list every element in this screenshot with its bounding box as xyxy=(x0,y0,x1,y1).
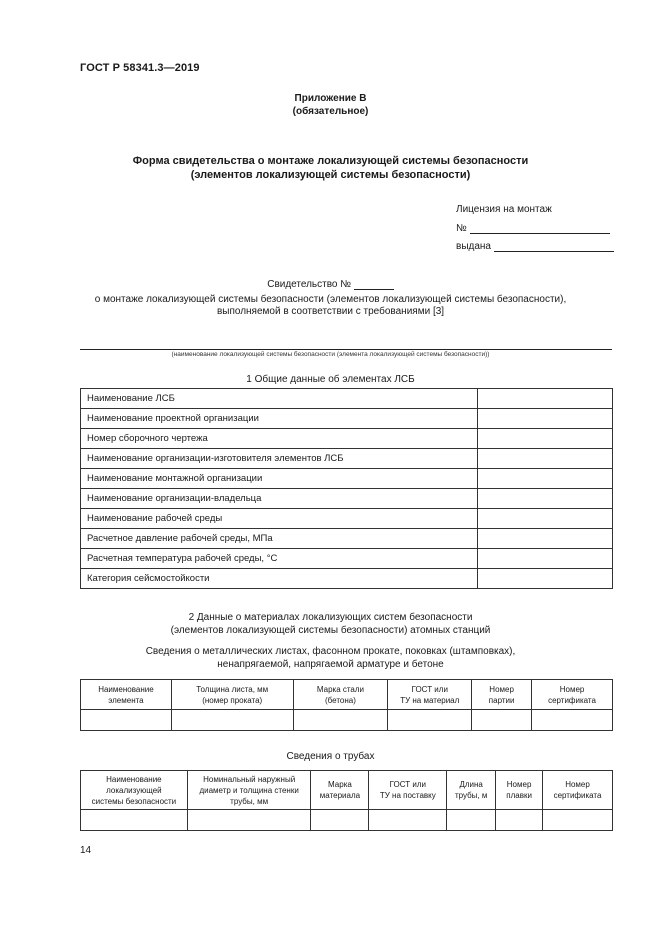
general-data-row xyxy=(81,429,613,449)
pipes-table xyxy=(80,770,613,831)
metals-header-line: сертификата xyxy=(548,695,596,705)
metals-header-line: партии xyxy=(488,695,515,705)
metals-header-line: Наименование xyxy=(98,684,154,694)
metals-header-cell xyxy=(293,680,388,710)
metals-header-line: Номер xyxy=(559,684,585,694)
general-data-label: Наименование рабочей среды xyxy=(81,509,478,529)
pipes-empty-cell xyxy=(496,810,543,831)
license-label: Лицензия на монтаж xyxy=(456,204,552,215)
pipes-empty-cell xyxy=(447,810,496,831)
pipes-header-cell xyxy=(311,771,369,810)
metals-header-cell xyxy=(532,680,613,710)
general-data-value-cell xyxy=(478,409,613,429)
pipes-header-line: трубы, м xyxy=(454,791,488,800)
pipes-header-line: Длина xyxy=(459,780,483,789)
metals-header-cell xyxy=(472,680,532,710)
certificate-subject xyxy=(0,294,661,318)
license-number-row xyxy=(456,222,610,234)
general-data-value-cell xyxy=(478,569,613,589)
pipes-header-line: материала xyxy=(319,791,361,800)
license-issued-blank xyxy=(494,240,614,252)
pipes-header-cell xyxy=(496,771,543,810)
general-data-row xyxy=(81,449,613,469)
pipes-header-cell xyxy=(447,771,496,810)
page-number: 14 xyxy=(80,845,92,856)
license-issued-label: выдана xyxy=(456,241,491,252)
certificate-name-hint: (наименование локализующей системы безопасности (элемента локализующей системы безопасности)) xyxy=(171,351,490,358)
general-data-label: Наименование организации-владельца xyxy=(81,489,478,509)
general-data-value-cell xyxy=(478,469,613,489)
pipes-header-line: диаметр и толщина стенки xyxy=(199,785,299,795)
pipes-header-line: ГОСТ или xyxy=(389,780,426,789)
section2-title-line1: 2 Данные о материалах локализующих систем безопасности xyxy=(188,612,473,623)
metals-subheading-line2: ненапрягаемой, напрягаемой арматуре и бетоне xyxy=(217,659,444,670)
metals-header-line: Толщина листа, мм xyxy=(196,684,269,694)
section2-title-line2: (элементов локализующей системы безопасности) атомных станций xyxy=(170,625,491,636)
metals-header-line: (номер проката) xyxy=(202,695,263,705)
license-issued-row xyxy=(456,240,614,252)
pipes-empty-cell xyxy=(543,810,613,831)
section2-title xyxy=(0,611,661,637)
metals-empty-cell xyxy=(472,710,532,731)
pipes-empty-cell xyxy=(81,810,188,831)
form-title-line2: (элементов локализующей системы безопасности) xyxy=(190,169,471,181)
metals-table xyxy=(80,679,613,731)
general-data-value-cell xyxy=(478,549,613,569)
pipes-header-line: Наименование xyxy=(106,774,162,784)
appendix-title: Приложение В xyxy=(294,93,367,104)
pipes-header-line: локализующей xyxy=(106,785,162,795)
metals-empty-cell xyxy=(388,710,472,731)
general-data-row xyxy=(81,469,613,489)
certificate-line1: о монтаже локализующей системы безопасности (элементов локализующей системы безопасности), xyxy=(94,294,567,305)
general-data-row xyxy=(81,529,613,549)
appendix-status: (обязательное) xyxy=(292,106,369,117)
general-data-label: Наименование проектной организации xyxy=(81,409,478,429)
pipes-empty-cell xyxy=(369,810,447,831)
general-data-row xyxy=(81,489,613,509)
general-data-row xyxy=(81,389,613,409)
metals-header-line: ТУ на материал xyxy=(400,695,460,705)
pipes-header-cell xyxy=(81,771,188,810)
certificate-label: Свидетельство № xyxy=(267,279,351,290)
metals-header-line: (бетона) xyxy=(325,695,356,705)
general-data-row xyxy=(81,409,613,429)
appendix-heading xyxy=(0,92,661,118)
general-data-value-cell xyxy=(478,529,613,549)
license-number-label: № xyxy=(456,223,467,234)
general-data-row xyxy=(81,569,613,589)
document-standard-header: ГОСТ Р 58341.3—2019 xyxy=(80,62,200,74)
metals-header-line: Номер xyxy=(489,684,514,694)
general-data-label: Наименование организации-изготовителя элементов ЛСБ xyxy=(81,449,478,469)
general-data-table xyxy=(80,388,613,589)
pipes-empty-cell xyxy=(311,810,369,831)
pipes-header-line: сертификата xyxy=(553,791,602,800)
general-data-value-cell xyxy=(478,449,613,469)
general-data-label: Расчетная температура рабочей среды, °С xyxy=(81,549,478,569)
metals-header-line: элемента xyxy=(108,695,144,705)
certificate-number-row xyxy=(0,278,661,290)
pipes-header-cell xyxy=(369,771,447,810)
pipes-header-line: Марка xyxy=(328,780,352,789)
metals-empty-cell xyxy=(81,710,172,731)
pipes-header-line: трубы, мм xyxy=(230,796,269,806)
form-title-line1: Форма свидетельства о монтаже локализующей системы безопасности xyxy=(132,155,529,167)
general-data-value-cell xyxy=(478,429,613,449)
metals-header-cell xyxy=(171,680,293,710)
metals-subheading-line1: Сведения о металлических листах, фасонном прокате, поковках (штамповках), xyxy=(145,646,516,657)
general-data-label: Расчетное давление рабочей среды, МПа xyxy=(81,529,478,549)
pipes-header-line: системы безопасности xyxy=(91,796,177,806)
metals-header-cell xyxy=(388,680,472,710)
general-data-label: Наименование ЛСБ xyxy=(81,389,478,409)
license-number-blank xyxy=(470,222,610,234)
metals-header-cell xyxy=(81,680,172,710)
metals-empty-cell xyxy=(293,710,388,731)
general-data-label: Номер сборочного чертежа xyxy=(81,429,478,449)
certificate-line2: выполняемой в соответствии с требованиями [3] xyxy=(216,306,445,317)
general-data-row xyxy=(81,549,613,569)
pipes-header-line: Номер xyxy=(506,780,532,789)
general-data-label: Категория сейсмостойкости xyxy=(81,569,478,589)
pipes-header-line: ТУ на поставку xyxy=(379,791,436,800)
metals-header-line: Марка стали xyxy=(316,684,365,694)
pipes-header-cell xyxy=(543,771,613,810)
form-title xyxy=(0,154,661,182)
metals-header-line: ГОСТ или xyxy=(411,684,448,694)
certificate-number-blank xyxy=(354,278,394,290)
pipes-empty-cell xyxy=(187,810,311,831)
section1-title: 1 Общие данные об элементах ЛСБ xyxy=(246,374,415,385)
pipes-header-line: Номинальный наружный xyxy=(203,774,296,784)
metals-empty-cell xyxy=(532,710,613,731)
general-data-value-cell xyxy=(478,489,613,509)
pipes-header-cell xyxy=(187,771,311,810)
certificate-name-line xyxy=(80,349,612,350)
pipes-subheading: Сведения о трубах xyxy=(286,751,375,762)
general-data-label: Наименование монтажной организации xyxy=(81,469,478,489)
general-data-row xyxy=(81,509,613,529)
general-data-value-cell xyxy=(478,509,613,529)
pipes-header-line: Номер xyxy=(565,780,590,789)
general-data-value-cell xyxy=(478,389,613,409)
pipes-header-line: плавки xyxy=(506,791,532,800)
metals-subheading xyxy=(0,645,661,671)
metals-empty-cell xyxy=(171,710,293,731)
